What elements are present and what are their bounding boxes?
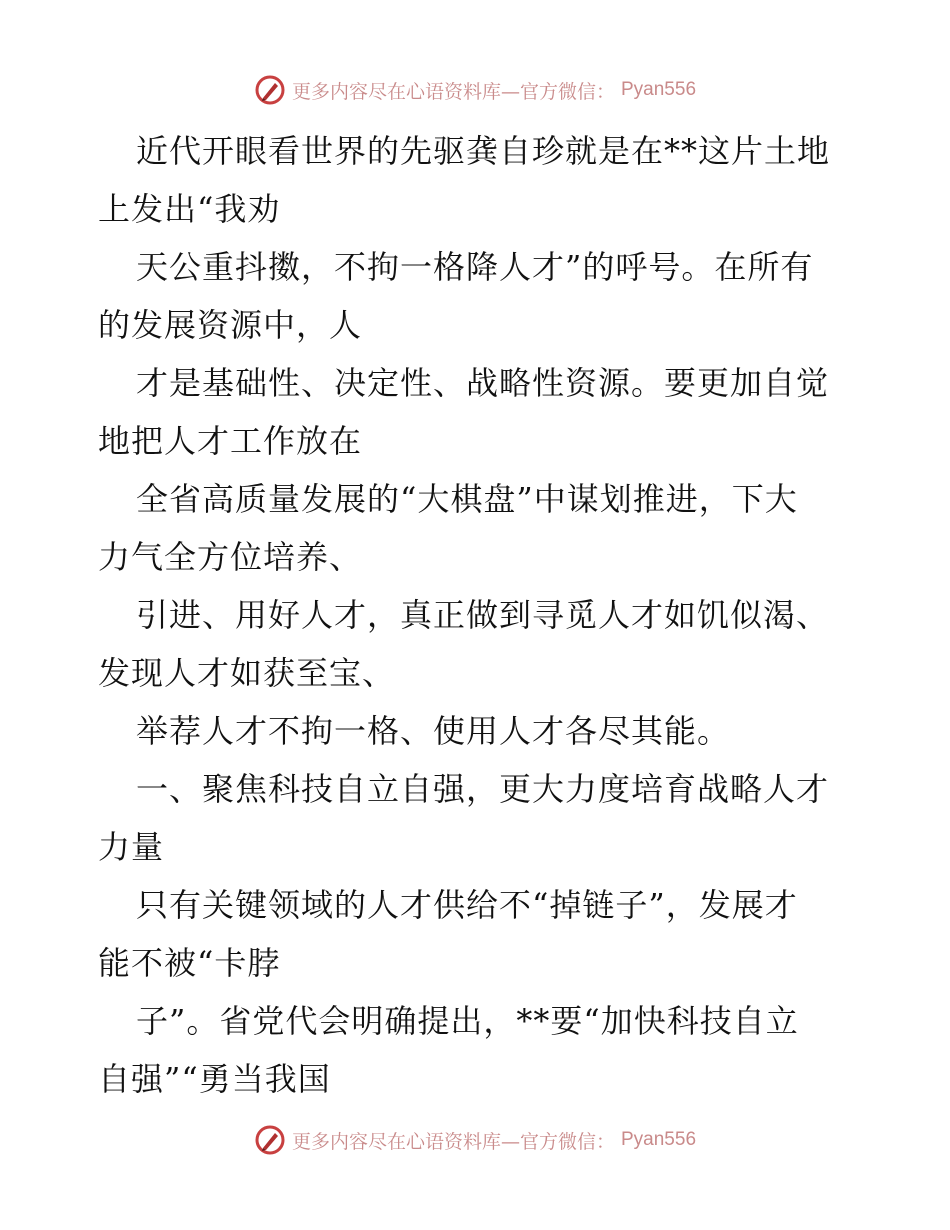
body-text-line: 力气全方位培养、 — [98, 538, 363, 576]
body-text-line: 力量 — [98, 828, 165, 866]
body-text-line: 自强”“勇当我国 — [98, 1060, 331, 1098]
body-text-line: 能不被“卡脖 — [98, 944, 281, 982]
pen-in-circle-logo-icon — [254, 74, 286, 106]
body-text-line: 引进、用好人才，真正做到寻觅人才如饥似渴、 — [136, 596, 830, 634]
body-text-line: 发现人才如获至宝、 — [98, 654, 396, 692]
watermark-group — [254, 74, 696, 106]
footer-watermark — [0, 1120, 950, 1160]
pen-in-circle-logo-icon — [254, 1124, 286, 1156]
watermark-group — [254, 1124, 696, 1156]
body-text-line: 近代开眼看世界的先驱龚自珍就是在**这片土地 — [136, 132, 831, 170]
watermark-wechat-id: Pyan556 — [621, 1129, 697, 1150]
body-text-line: 的发展资源中，人 — [98, 306, 363, 344]
watermark-text: 更多内容尽在心语资料库—官方微信： — [291, 80, 615, 103]
document-body — [98, 122, 858, 1108]
watermark-text: 更多内容尽在心语资料库—官方微信： — [291, 1130, 615, 1153]
body-text-line: 举荐人才不拘一格、使用人才各尽其能。 — [136, 712, 731, 750]
body-text-line: 子”。省党代会明确提出，**要“加快科技自立 — [136, 1002, 799, 1040]
body-text-line: 天公重抖擞，不拘一格降人才”的呼号。在所有 — [136, 248, 814, 286]
header-watermark — [0, 70, 950, 110]
body-text-line: 才是基础性、决定性、战略性资源。要更加自觉 — [136, 364, 830, 402]
watermark-wechat-id: Pyan556 — [621, 79, 697, 100]
body-text-line: 上发出“我劝 — [98, 190, 281, 228]
body-text-line: 一、聚焦科技自立自强，更大力度培育战略人才 — [136, 770, 830, 808]
body-text-line: 只有关键领域的人才供给不“掉链子”，发展才 — [136, 886, 798, 924]
body-text-line: 全省高质量发展的“大棋盘”中谋划推进，下大 — [136, 480, 798, 518]
body-text-line: 地把人才工作放在 — [98, 422, 363, 460]
